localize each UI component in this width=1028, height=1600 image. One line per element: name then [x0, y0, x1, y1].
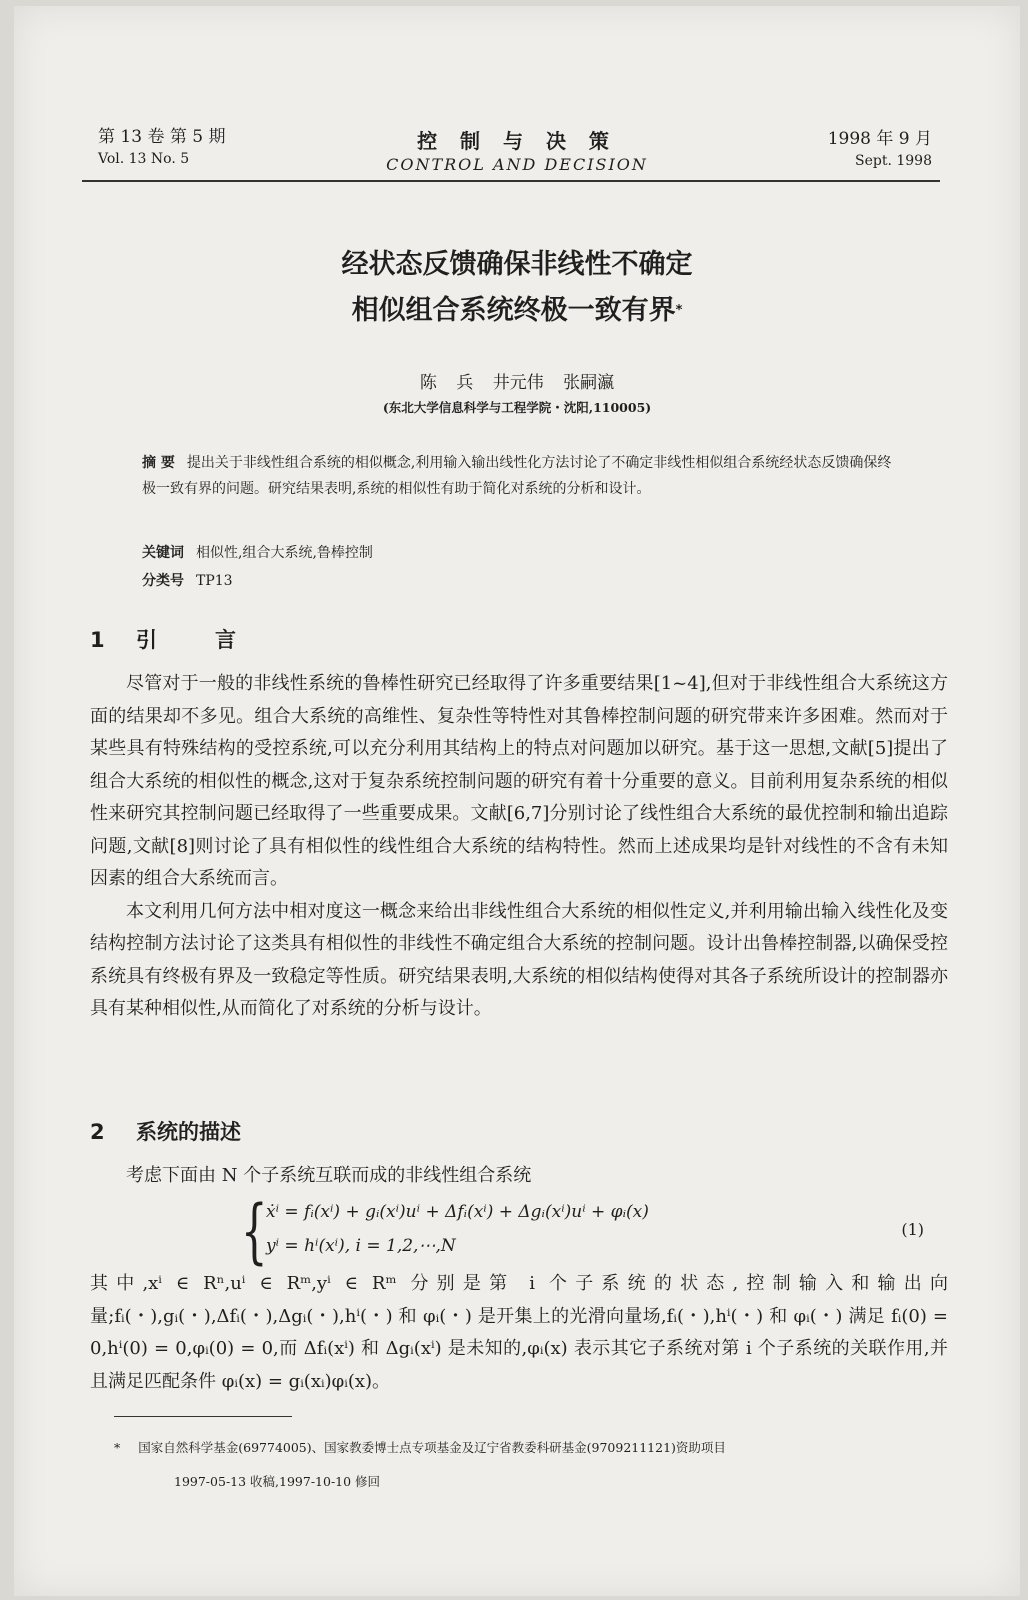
- abstract: 摘 要 提出关于非线性组合系统的相似概念,利用输入输出线性化方法讨论了不确定非线性相似组合系统经状态反馈确保终极一致有界的问题。研究结果表明,系统的相似性有助于简化对系统的分析和设计。: [142, 455, 892, 497]
- section-1-heading: 1 引言: [90, 628, 294, 652]
- footnote-rule: [114, 1416, 292, 1417]
- keywords: 关键词 相似性,组合大系统,鲁棒控制: [142, 545, 373, 561]
- abstract-label: 摘 要: [142, 455, 175, 471]
- section-2-body: 其中,xⁱ ∈ Rⁿ,uⁱ ∈ Rᵐ,yⁱ ∈ Rᵐ 分别是第 i 个子系统的状态,控制输入和输出向量;fᵢ(・),gᵢ(・),Δfᵢ(・),Δgᵢ(・),hⁱ(・) 和 φᵢ(・) 是开集上的光滑向量场,fᵢ(・),hⁱ(・) 和 φᵢ(・) 满足 fᵢ(0) = 0,hⁱ(0) = 0,φᵢ(0) = 0,而 Δfᵢ(xⁱ) 和 Δgᵢ(xⁱ) 是未知的,φᵢ(x) 表示其它子系统对第 i 个子系统的关联作用,并且满足匹配条件 φᵢ(x) = gᵢ(xᵢ)φᵢ(x)。: [90, 1273, 948, 1392]
- classification: 分类号 TP13: [142, 573, 233, 589]
- header-volume: 第 13 卷 第 5 期 Vol. 13 No. 5: [98, 127, 226, 167]
- footnote-funding: * 国家自然科学基金(69774005)、国家教委博士点专项基金及辽宁省教委科研基金(9709211121)资助项目: [114, 1440, 726, 1455]
- section-2-intro: 考虑下面由 N 个子系统互联而成的非线性组合系统: [126, 1165, 532, 1186]
- paper-title: 经状态反馈确保非线性不确定 相似组合系统终极一致有界*: [341, 249, 693, 326]
- equation-number: (1): [901, 1220, 924, 1239]
- section-2-heading: 2 系统的描述: [90, 1120, 241, 1144]
- journal-page: [14, 6, 1020, 1596]
- header-date: 1998 年 9 月 Sept. 1998: [827, 129, 932, 169]
- section-1-body: [90, 668, 948, 1026]
- equation-line-1: ẋⁱ = fᵢ(xⁱ) + gᵢ(xⁱ)uⁱ + Δfᵢ(xⁱ) + Δgᵢ(xⁱ)uⁱ + φᵢ(x): [266, 1202, 649, 1222]
- affiliation: (东北大学信息科学与工程学院・沈阳,110005): [382, 400, 652, 415]
- header-journal-name: 控 制 与 决 策 CONTROL AND DECISION: [386, 129, 648, 174]
- authors: 陈 兵 井元伟 张嗣瀛: [419, 373, 615, 393]
- header-rule: [82, 180, 940, 182]
- paragraph: 本文利用几何方法中相对度这一概念来给出非线性组合大系统的相似性定义,并利用输出输入线性化及变结构控制方法讨论了这类具有相似性的非线性不确定组合大系统的控制问题。设计出鲁棒控制器,以确保受控系统具有终极有界及一致稳定等性质。研究结果表明,大系统的相似结构使得对其各子系统所设计的控制器亦具有某种相似性,从而简化了对系统的分析与设计。: [90, 900, 948, 1019]
- equation-line-2: yⁱ = hⁱ(xⁱ), i = 1,2,⋯,N: [266, 1236, 456, 1256]
- equation-brace: {: [240, 1190, 268, 1272]
- footnote-dates: 1997-05-13 收稿,1997-10-10 修回: [174, 1474, 381, 1489]
- paragraph: 尽管对于一般的非线性系统的鲁棒性研究已经取得了许多重要结果[1~4],但对于非线性组合大系统这方面的结果却不多见。组合大系统的高维性、复杂性等特性对其鲁棒控制问题的研究带来许多困难。然而对于某些具有特殊结构的受控系统,可以充分利用其结构上的特点对问题加以研究。基于这一思想,文献[5]提出了组合大系统的相似性的概念,这对于复杂系统控制问题的研究有着十分重要的意义。目前利用复杂系统的相似性来研究其控制问题已经取得了一些重要成果。文献[6,7]分别讨论了线性组合大系统的最优控制和输出追踪问题,文献[8]则讨论了具有相似性的线性组合大系统的结构特性。然而上述成果均是针对线性的不含有未知因素的组合大系统而言。: [90, 673, 948, 889]
